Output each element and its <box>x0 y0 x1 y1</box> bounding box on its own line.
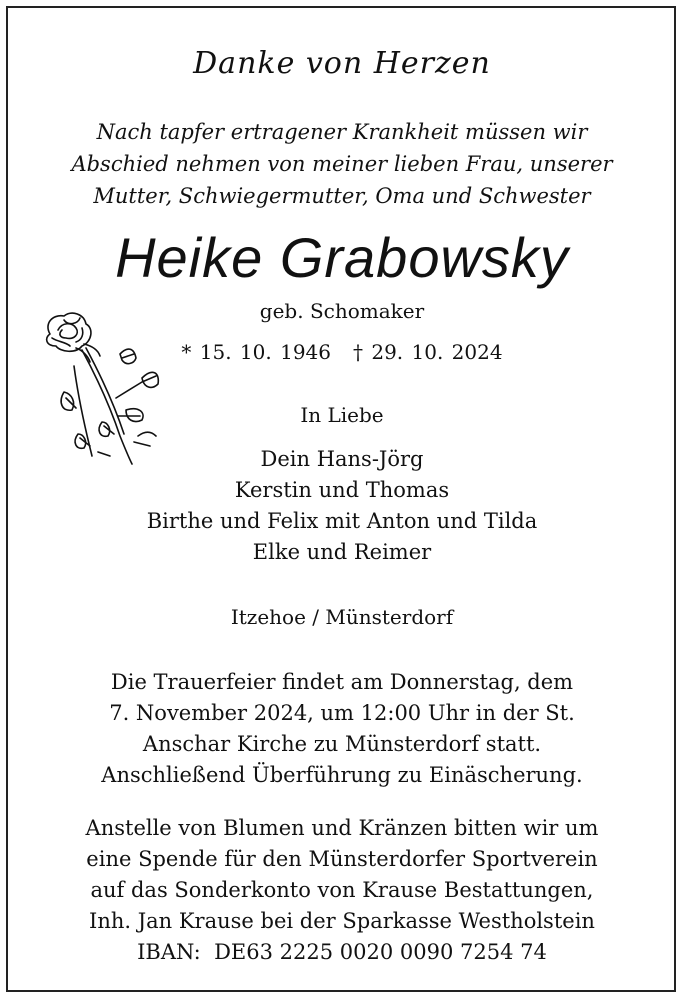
ceremony-line: Die Trauerfeier findet am Donnerstag, dem <box>110 670 574 694</box>
family-member: Elke und Reimer <box>252 540 432 564</box>
birth-date: * 15. 10. 1946 <box>181 340 331 364</box>
in-love-label: In Liebe <box>300 403 384 427</box>
donation-line: Inh. Jan Krause bei der Sparkasse Westholstein <box>89 909 595 933</box>
ceremony-text <box>0 667 684 791</box>
family-member: Dein Hans-Jörg <box>260 447 424 471</box>
donation-text <box>0 813 684 968</box>
death-date: † 29. 10. 2024 <box>353 340 503 364</box>
heading: Danke von Herzen <box>193 46 491 81</box>
ceremony-line: Anschließend Überführung zu Einäscherung. <box>101 763 583 787</box>
intro-line: Abschied nehmen von meiner lieben Frau, unserer <box>71 152 613 176</box>
donation-line: Anstelle von Blumen und Kränzen bitten wir um <box>85 816 599 840</box>
ceremony-line: Anschar Kirche zu Münsterdorf statt. <box>142 732 542 756</box>
intro-text <box>0 116 684 212</box>
intro-line: Nach tapfer ertragener Krankheit müssen wir <box>96 120 588 144</box>
rose-icon <box>38 306 168 466</box>
donation-line: auf das Sonderkonto von Krause Bestattungen, <box>90 878 594 902</box>
ceremony-line: 7. November 2024, um 12:00 Uhr in der St. <box>109 701 575 725</box>
family-list <box>0 444 684 568</box>
born-name: geb. Schomaker <box>259 299 425 323</box>
place: Itzehoe / Münsterdorf <box>230 605 454 629</box>
family-member: Kerstin und Thomas <box>234 478 450 502</box>
donation-line: eine Spende für den Münsterdorfer Sportverein <box>86 847 598 871</box>
family-member: Birthe und Felix mit Anton und Tilda <box>146 509 538 533</box>
iban-line: IBAN: DE63 2225 0020 0090 7254 74 <box>137 940 547 964</box>
deceased-name: Heike Grabowsky <box>115 226 569 289</box>
intro-line: Mutter, Schwiegermutter, Oma und Schwester <box>93 184 591 208</box>
